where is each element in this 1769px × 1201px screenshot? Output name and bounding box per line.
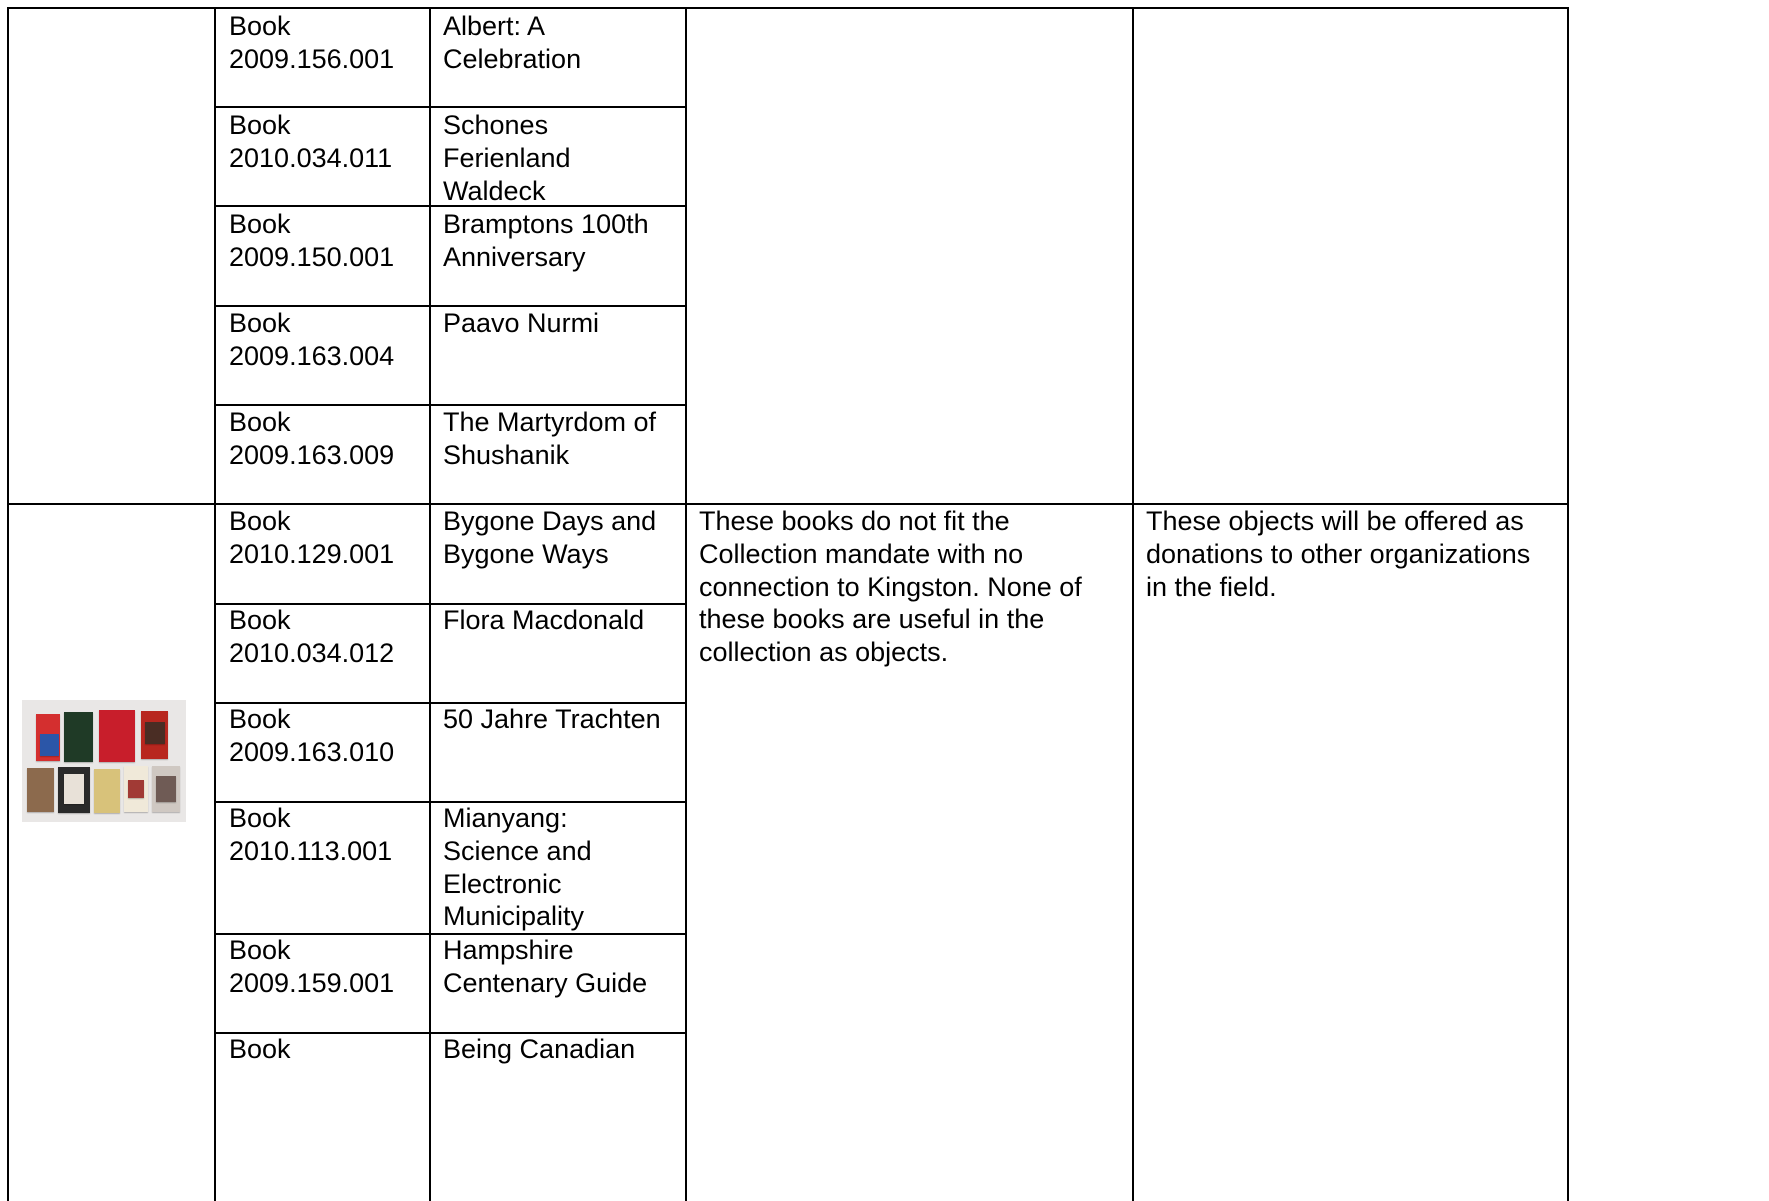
object-title-cell: The Martyrdom of Shushanik [443,407,657,470]
object-type-cell: Book [229,1034,291,1064]
disposal-method-cell: These objects will be offered as donations to other organizations in the field. [1146,506,1531,602]
object-type-cell: Book 2009.163.010 [229,704,395,767]
book-cover [145,722,165,744]
object-title-cell: Bramptons 100th Anniversary [443,209,649,272]
book-cover [64,774,84,804]
object-title-cell: Albert: A Celebration [443,11,582,74]
object-title-cell: Flora Macdonald [443,605,645,635]
table-left-border [7,7,9,1201]
book-cover [64,712,93,762]
object-title-cell: Hampshire Centenary Guide [443,935,648,998]
book-cover [156,776,176,802]
object-type-cell: Book 2009.159.001 [229,935,395,998]
object-title-cell: Mianyang: Science and Electronic Municipality [443,803,592,932]
book-cover [94,769,120,813]
object-type-cell: Book 2010.129.001 [229,506,395,569]
object-type-cell: Book 2010.113.001 [229,803,393,866]
book-cover [27,768,54,812]
column-divider-4 [1132,7,1134,1201]
book-cover [99,710,135,762]
object-type-cell: Book 2009.163.009 [229,407,395,470]
object-type-cell: Book 2009.150.001 [229,209,395,272]
object-title-cell: Schones Ferienland Waldeck [443,110,571,206]
object-type-cell: Book 2009.163.004 [229,308,395,371]
row-divider [214,106,687,108]
table-top-border [7,7,1569,9]
object-type-cell: Book 2010.034.011 [229,110,393,173]
object-title-cell: Being Canadian [443,1034,636,1064]
object-type-cell: Book 2010.034.012 [229,605,395,668]
book-cover [128,780,144,798]
object-title-cell: Paavo Nurmi [443,308,600,338]
object-title-cell: Bygone Days and Bygone Ways [443,506,657,569]
books-photo [22,700,186,822]
table-right-border [1567,7,1569,1201]
book-cover [40,734,59,756]
object-type-cell: Book 2009.156.001 [229,11,395,74]
object-title-cell: 50 Jahre Trachten [443,704,661,734]
rationale-cell: These books do not fit the Collection mandate with no connection to Kingston. None of these books are useful in the collection as objects. [699,506,1082,668]
